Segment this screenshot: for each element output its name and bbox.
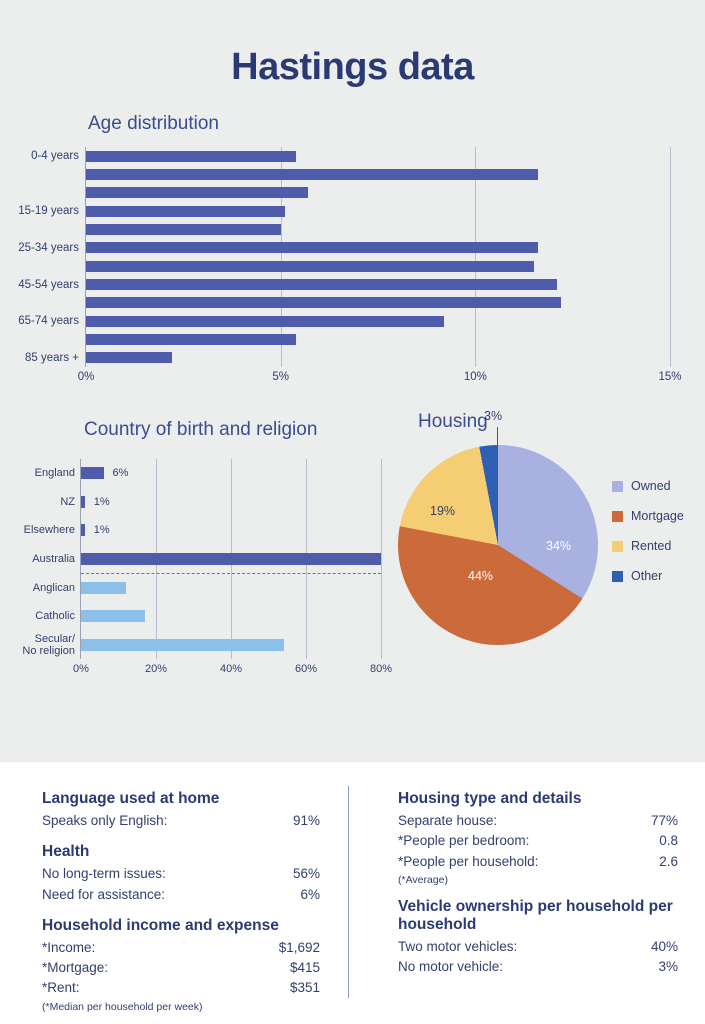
legend-label-mortgage: Mortgage (631, 509, 684, 523)
legend-item-other (612, 569, 684, 583)
legend-swatch-other (612, 571, 623, 582)
age-bar (86, 224, 281, 235)
page-title: Hastings data (231, 46, 474, 88)
summary-panel (0, 762, 705, 1024)
age-axis-label: 25-34 years (18, 241, 79, 254)
summary-row (42, 938, 320, 958)
spacer (42, 831, 320, 843)
legend-item-owned (612, 479, 684, 493)
summary-row-value: 77% (650, 813, 678, 828)
age-bar (86, 297, 561, 308)
age-bar (86, 334, 296, 345)
age-chart-title: Age distribution (88, 113, 219, 134)
summary-group-heading: Household income and expense (42, 916, 279, 934)
summary-row-key: Separate house: (398, 813, 498, 828)
summary-group-heading: Language used at home (42, 790, 220, 807)
cob-axis-label: Catholic (35, 610, 75, 623)
pie-leader-line (497, 427, 498, 449)
age-bar (86, 187, 308, 198)
summary-row-key: *People per household: (398, 853, 539, 869)
summary-row-key: *Mortgage: (42, 960, 109, 975)
summary-row (398, 831, 678, 851)
legend-item-rented (612, 539, 684, 553)
cob-x-tick: 60% (294, 663, 318, 675)
cob-value-label: 1% (93, 495, 110, 508)
summary-row-key: *People per bedroom: (398, 833, 530, 849)
cob-bar (81, 467, 104, 479)
summary-note: (*Average) (398, 873, 448, 886)
age-x-tick: 10% (463, 371, 487, 383)
age-axis-label: 85 years + (24, 351, 79, 364)
cob-separator (81, 573, 381, 574)
age-bar (86, 206, 285, 217)
age-bar (86, 279, 557, 290)
age-axis-label: 15-19 years (18, 205, 79, 218)
age-bar (86, 316, 444, 327)
age-distribution-chart (0, 113, 705, 383)
spacer (398, 886, 678, 898)
summary-row-value: $1,692 (278, 939, 320, 955)
summary-group-heading: Health (42, 843, 90, 861)
cob-x-tick: 40% (219, 663, 243, 675)
age-chart-plot (18, 147, 682, 383)
age-axis-label: 0-4 years (31, 150, 79, 163)
cob-axis-label: NZ (60, 495, 75, 508)
summary-row (42, 978, 320, 998)
summary-row-key: *Income: (42, 939, 96, 955)
cob-value-label: 1% (93, 524, 110, 537)
summary-row-value: 6% (300, 886, 320, 902)
cob-bar (81, 610, 145, 622)
summary-row-value: 2.6 (659, 853, 678, 869)
summary-row (42, 811, 320, 831)
panel-divider (348, 786, 349, 998)
summary-row-key: Need for assistance: (42, 886, 166, 902)
cob-bar (81, 496, 85, 508)
summary-row-key: Speaks only English: (42, 813, 168, 828)
legend-swatch-rented (612, 541, 623, 552)
age-gridline (670, 147, 671, 367)
housing-chart-title: Housing (418, 411, 488, 432)
age-x-tick: 0% (77, 371, 95, 383)
legend-swatch-mortgage (612, 511, 623, 522)
pie-slice-label-other: 3% (484, 409, 503, 423)
cob-axis-label: Elsewhere (23, 524, 75, 537)
cob-gridline (381, 459, 382, 659)
age-x-tick: 5% (272, 371, 289, 383)
cob-bar (81, 524, 85, 536)
summary-row-key: No motor vehicle: (398, 959, 504, 974)
summary-row (398, 937, 678, 957)
age-x-tick: 15% (658, 371, 682, 383)
pie-slice-label-owned: 34% (546, 539, 572, 553)
summary-row (42, 885, 320, 905)
summary-row-value: $351 (289, 980, 320, 996)
summary-note: (*Median per household per week) (42, 1000, 203, 1013)
legend-label-other: Other (631, 569, 663, 583)
cob-axis-label: Secular/ No religion (22, 632, 75, 657)
summary-row (398, 811, 678, 831)
cob-x-tick: 80% (369, 663, 393, 675)
cob-bar (81, 639, 284, 651)
summary-row (42, 958, 320, 978)
summary-row-value: 56% (292, 866, 320, 882)
summary-right-column (398, 790, 678, 977)
age-axis-label: 45-54 years (18, 278, 79, 291)
summary-row (398, 957, 678, 977)
cob-bar (81, 553, 381, 565)
spacer (42, 905, 320, 917)
cob-x-tick: 0% (73, 663, 89, 675)
pie-slice-label-mortgage: 44% (468, 569, 494, 583)
country-birth-chart-title: Country of birth and religion (84, 419, 318, 440)
legend-label-rented: Rented (631, 539, 672, 553)
cob-x-tick: 20% (144, 663, 168, 675)
cob-value-label: 6% (112, 467, 129, 480)
housing-legend (612, 479, 684, 599)
cob-axis-label: Anglican (32, 581, 75, 594)
summary-row-key: *Rent: (42, 980, 80, 996)
cob-axis-label: England (34, 467, 75, 480)
middle-charts-row (0, 409, 705, 689)
summary-row-value: $415 (289, 960, 320, 975)
summary-row-value: 3% (658, 959, 678, 974)
age-gridline (475, 147, 476, 367)
age-axis-label: 65-74 years (18, 315, 79, 328)
summary-row-key: No long-term issues: (42, 866, 166, 882)
age-bar (86, 261, 534, 272)
age-bar (86, 242, 538, 253)
summary-row-value: 91% (292, 813, 320, 828)
summary-row (398, 852, 678, 872)
summary-left-column (42, 790, 320, 1013)
legend-item-mortgage (612, 509, 684, 523)
summary-group-heading: Housing type and details (398, 790, 582, 807)
summary-row-key: Two motor vehicles: (398, 938, 518, 954)
age-bar (86, 169, 538, 180)
pie-slice-label-rented: 19% (430, 504, 456, 518)
legend-label-owned: Owned (631, 479, 671, 493)
country-birth-plot (22, 459, 393, 675)
cob-bar (81, 582, 126, 594)
summary-row (42, 864, 320, 884)
legend-swatch-owned (612, 481, 623, 492)
summary-row-value: 0.8 (659, 833, 678, 849)
summary-group-heading: Vehicle ownership per household per household (398, 897, 673, 933)
summary-row-value: 40% (650, 938, 678, 954)
cob-axis-label: Australia (32, 552, 75, 565)
age-bar (86, 151, 296, 162)
age-bar (86, 352, 172, 363)
